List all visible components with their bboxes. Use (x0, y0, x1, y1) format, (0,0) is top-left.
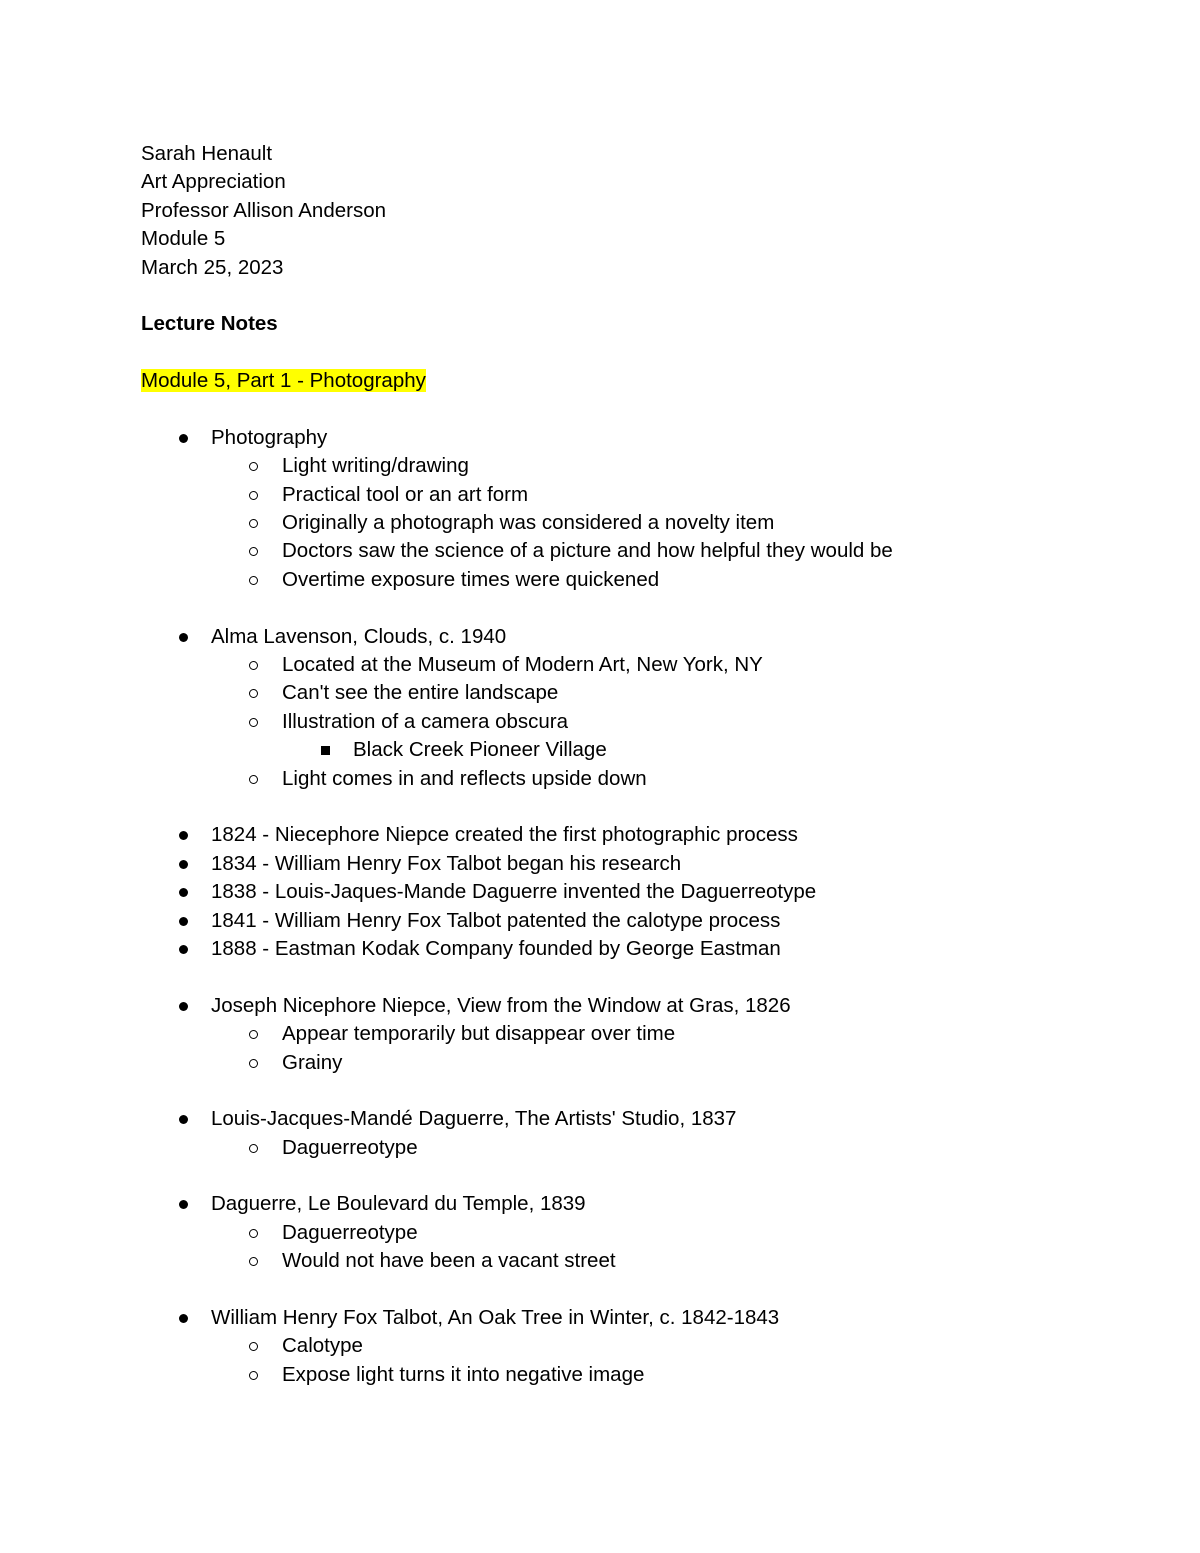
filled-circle-bullet-icon (179, 1314, 188, 1323)
timeline-item: 1888 - Eastman Kodak Company founded by George Eastman (141, 935, 1101, 963)
hollow-circle-bullet-icon (249, 1144, 258, 1153)
list-item: Overtime exposure times were quickened (141, 566, 1101, 594)
timeline-item: 1841 - William Henry Fox Talbot patented the calotype process (141, 907, 1101, 935)
hollow-circle-bullet-icon (249, 547, 258, 556)
hollow-circle-bullet-icon (249, 689, 258, 698)
hollow-circle-bullet-icon (249, 491, 258, 500)
document-date: March 25, 2023 (141, 255, 284, 279)
list-item: Located at the Museum of Modern Art, New York, NY (141, 651, 1101, 679)
list-item: Alma Lavenson, Clouds, c. 1940 (141, 623, 1101, 651)
list-item: Light writing/drawing (141, 452, 1101, 480)
filled-circle-bullet-icon (179, 633, 188, 642)
list-item: Photography (141, 424, 1101, 452)
filled-circle-bullet-icon (179, 831, 188, 840)
filled-circle-bullet-icon (179, 434, 188, 443)
timeline-item: 1824 - Niecephore Niepce created the first photographic process (141, 821, 1101, 849)
hollow-circle-bullet-icon (249, 1371, 258, 1380)
filled-circle-bullet-icon (179, 1115, 188, 1124)
hollow-circle-bullet-icon (249, 576, 258, 585)
list-item: Daguerre, Le Boulevard du Temple, 1839 (141, 1190, 1101, 1218)
hollow-circle-bullet-icon (249, 462, 258, 471)
document-page (141, 140, 1101, 1389)
filled-circle-bullet-icon (179, 860, 188, 869)
hollow-circle-bullet-icon (249, 1059, 258, 1068)
list-item: Doctors saw the science of a picture and how helpful they would be (141, 537, 1101, 565)
hollow-circle-bullet-icon (249, 1030, 258, 1039)
list-item: Illustration of a camera obscura (141, 708, 1101, 736)
hollow-circle-bullet-icon (249, 718, 258, 727)
hollow-circle-bullet-icon (249, 1342, 258, 1351)
author-name: Sarah Henault (141, 142, 273, 165)
list-item: William Henry Fox Talbot, An Oak Tree in Winter, c. 1842-1843 (141, 1304, 1101, 1332)
list-item: Can't see the entire landscape (141, 679, 1101, 707)
list-item: Light comes in and reflects upside down (141, 765, 1101, 793)
list-item: Expose light turns it into negative image (141, 1361, 1101, 1389)
filled-circle-bullet-icon (179, 917, 188, 926)
section-title: Lecture Notes (141, 312, 278, 336)
hollow-circle-bullet-icon (249, 775, 258, 784)
list-item: Louis-Jacques-Mandé Daguerre, The Artists' Studio, 1837 (141, 1105, 1101, 1133)
list-item: Daguerreotype (141, 1134, 1101, 1162)
filled-circle-bullet-icon (179, 888, 188, 897)
timeline-item: 1838 - Louis-Jaques-Mande Daguerre invented the Daguerreotype (141, 878, 1101, 906)
list-item: Daguerreotype (141, 1219, 1101, 1247)
filled-circle-bullet-icon (179, 1002, 188, 1011)
list-item: Practical tool or an art form (141, 481, 1101, 509)
filled-circle-bullet-icon (179, 945, 188, 954)
list-item: Black Creek Pioneer Village (141, 736, 1101, 764)
list-item: Would not have been a vacant street (141, 1247, 1101, 1275)
hollow-circle-bullet-icon (249, 661, 258, 670)
hollow-circle-bullet-icon (249, 519, 258, 528)
timeline-item: 1834 - William Henry Fox Talbot began his research (141, 850, 1101, 878)
subsection-title-highlighted: Module 5, Part 1 - Photography (141, 369, 426, 393)
course-name: Art Appreciation (141, 170, 286, 194)
list-item: Originally a photograph was considered a novelty item (141, 509, 1101, 537)
list-item: Appear temporarily but disappear over time (141, 1020, 1101, 1048)
list-item: Joseph Nicephore Niepce, View from the Window at Gras, 1826 (141, 992, 1101, 1020)
list-item: Grainy (141, 1049, 1101, 1077)
list-item: Calotype (141, 1332, 1101, 1360)
module-label: Module 5 (141, 227, 226, 251)
filled-circle-bullet-icon (179, 1200, 188, 1209)
hollow-circle-bullet-icon (249, 1229, 258, 1238)
square-bullet-icon (321, 746, 330, 755)
professor-name: Professor Allison Anderson (141, 198, 386, 222)
hollow-circle-bullet-icon (249, 1257, 258, 1266)
